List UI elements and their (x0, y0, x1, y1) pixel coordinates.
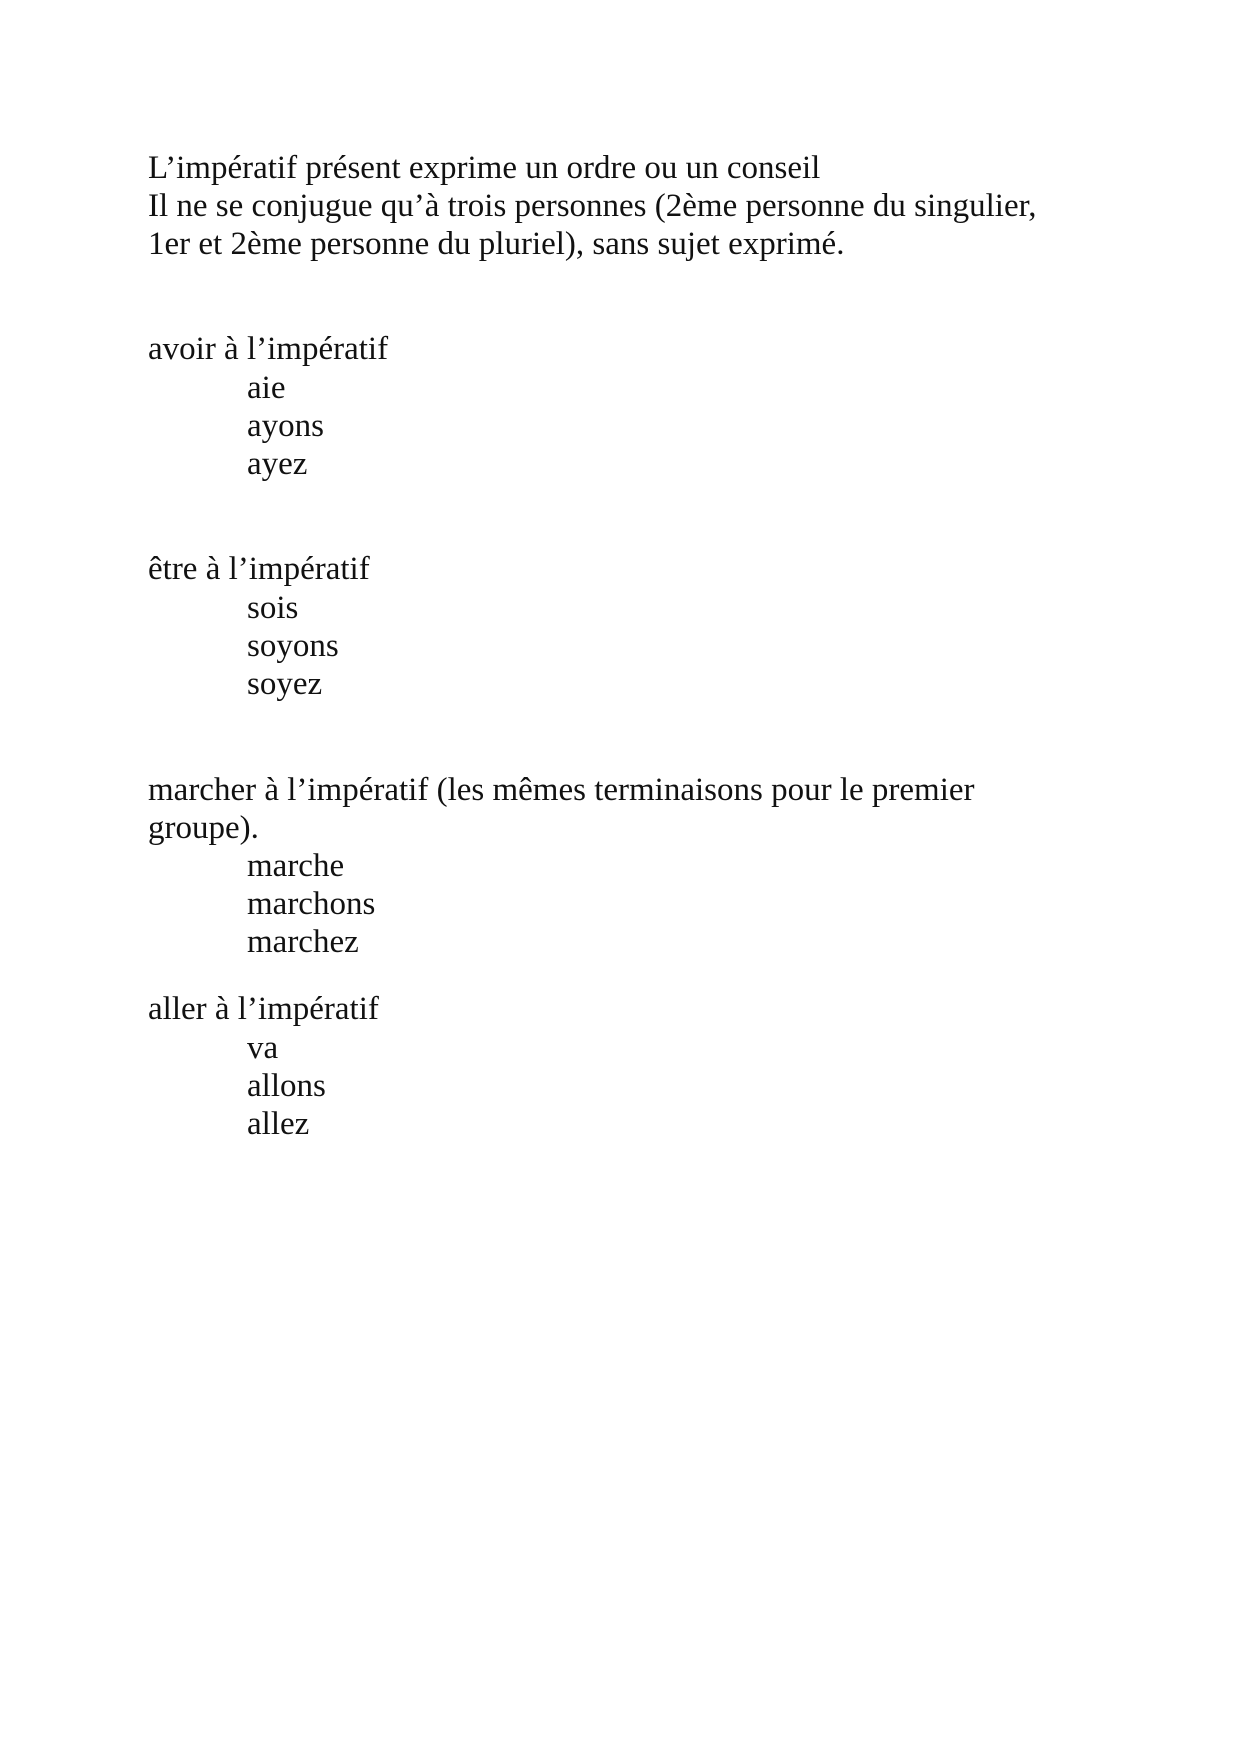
conjugation-form: soyez (247, 666, 323, 702)
intro-line-3: 1er et 2ème personne du pluriel), sans sujet exprimé. (148, 226, 845, 262)
section-heading-marcher-cont: groupe). (148, 810, 259, 846)
intro-line-1: L’impératif présent exprime un ordre ou un conseil (148, 150, 821, 186)
section-heading-aller: aller à l’impératif (148, 991, 379, 1027)
section-heading-etre: être à l’impératif (148, 551, 370, 587)
conjugation-form: soyons (247, 628, 339, 664)
conjugation-form: allez (247, 1106, 310, 1142)
section-heading-avoir: avoir à l’impératif (148, 331, 389, 367)
conjugation-form: marchez (247, 924, 359, 960)
conjugation-form: sois (247, 590, 299, 626)
conjugation-form: marche (247, 848, 345, 884)
intro-line-2: Il ne se conjugue qu’à trois personnes (2ème personne du singulier, (148, 188, 1037, 224)
conjugation-form: ayons (247, 408, 324, 444)
conjugation-form: allons (247, 1068, 326, 1104)
conjugation-form: va (247, 1030, 279, 1066)
conjugation-form: aie (247, 370, 286, 406)
section-heading-marcher: marcher à l’impératif (les mêmes terminaisons pour le premier (148, 772, 975, 808)
conjugation-form: ayez (247, 446, 308, 482)
conjugation-form: marchons (247, 886, 376, 922)
